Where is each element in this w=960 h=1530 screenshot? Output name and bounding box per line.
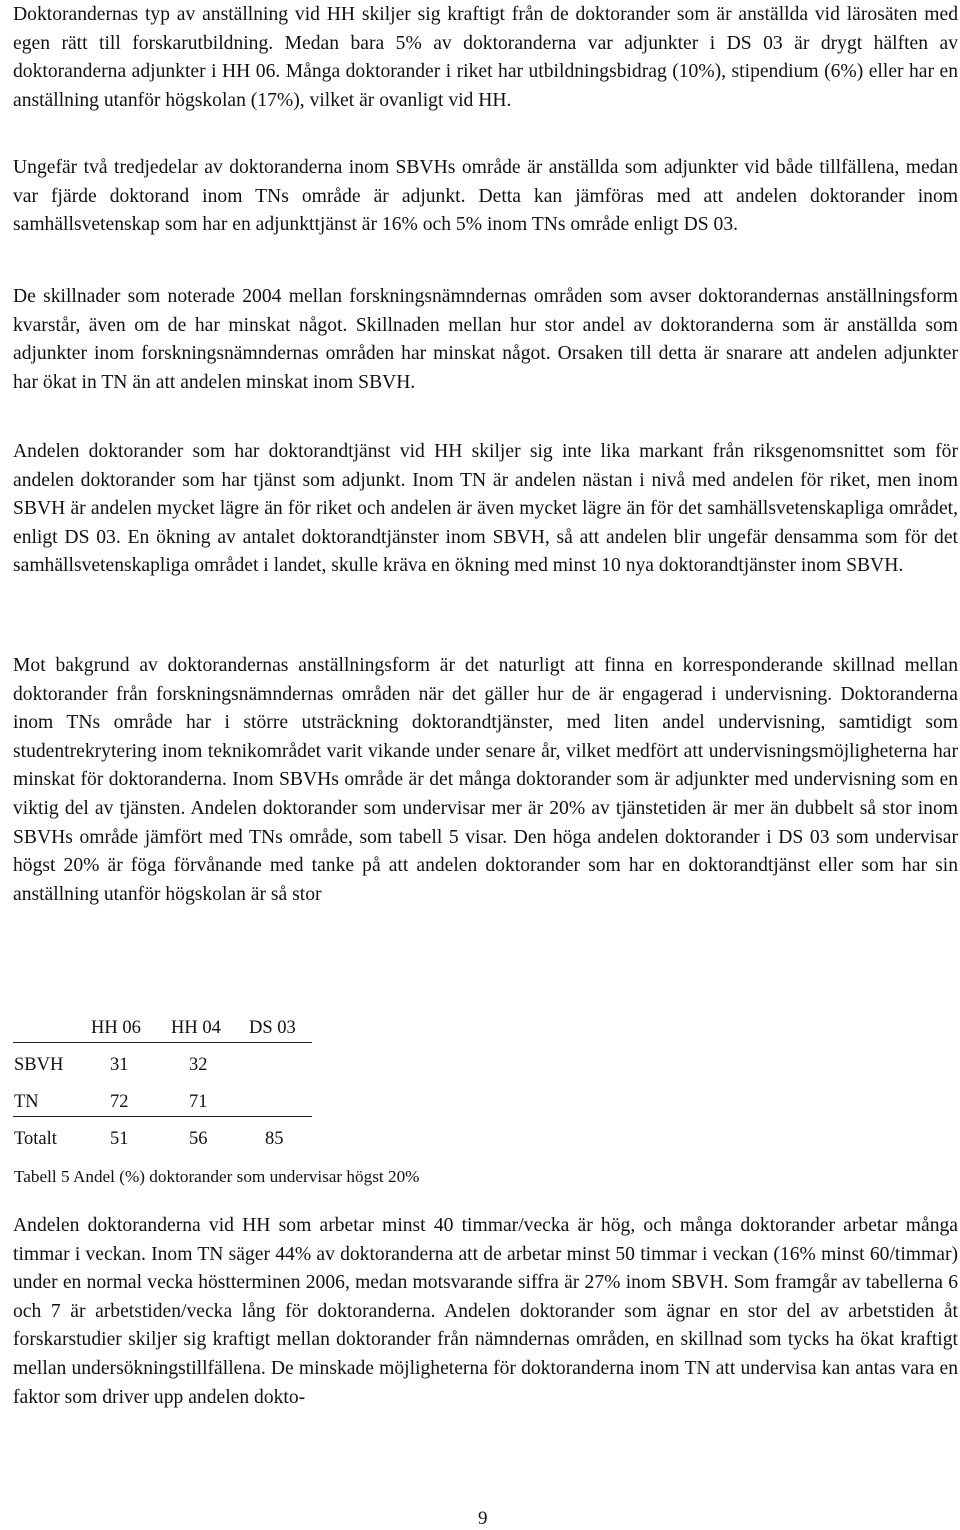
paragraph-arbetstid: Andelen doktoranderna vid HH som arbetar minst 40 timmar/vecka är hög, och många doktorander arbetar många timmar i veckan. Inom TN säger 44% av doktoranderna att de arbetar minst 50 timmar i veckan (16% minst 60/timmar) under en normal vecka höstterminen 2006, medan motsvarande siffra är 27% inom SBVH. Som framgår av tabellerna 6 och 7 är arbetstiden/vecka lång för doktoranderna. Andelen doktorander som ägnar en stor del av arbetstiden åt forskarstudier skiljer sig kraftigt mellan doktorander från nämndernas områden, en skillnad som tycks ha ökat kraftigt mellan undersökningstillfällena. De minskade möjligheterna för doktoranderna inom TN att undervisa kan antas vara en faktor som driver upp andelen dokto- bbox=[13, 1215, 958, 1408]
table-row-label: Totalt bbox=[14, 1129, 57, 1149]
paragraph-undervisning: Mot bakgrund av doktorandernas anställningsform är det naturligt att finna en korresponderande skillnad mellan doktorander från forskningsnämndernas områden när det gäller hur de är engagerad i undervisning. Doktoranderna inom TNs område har i större utsträckning doktorandtjänster, med liten andel undervisning, samtidigt som studentrekrytering inom teknikområdet varit vikande under senare år, vilket medfört att undervisningsmöjligheterna har minskat för doktoranderna. Inom SBVHs område är det många doktorander som är adjunkter med undervisning som en viktig del av tjänsten. Andelen doktorander som undervisar mer är 20% av tjänstetiden är mer än dubbelt så stor inom SBVHs område jämfört med TNs område, som tabell 5 visar. Den höga andelen doktorander i DS 03 som undervisar högst 20% är föga förvånande med tanke på att andelen doktorander som har en doktorandtjänst eller som har sin anställning utanför högskolan är så stor bbox=[13, 655, 958, 905]
table-row-label: TN bbox=[14, 1092, 39, 1112]
paragraph-differences-2004: De skillnader som noterade 2004 mellan forskningsnämndernas områden som avser doktorandernas anställningsform kvarstår, även om de har minskat något. Skillnaden mellan hur stor andel av doktoranderna som är anställda som adjunkter inom forskningsnämndernas områden har minskat något. Orsaken till detta är snarare att andelen adjunkter har ökat in TN än att andelen minskat inom SBVH. bbox=[13, 286, 958, 393]
page-number: 9 bbox=[478, 1508, 488, 1529]
table-top-rule bbox=[13, 1042, 312, 1043]
table-cell: 31 bbox=[110, 1055, 129, 1075]
table-mid-rule bbox=[13, 1116, 312, 1117]
table-row-label: SBVH bbox=[14, 1055, 64, 1075]
paragraph-doktorandtjanst: Andelen doktorander som har doktorandtjänst vid HH skiljer sig inte lika markant från riksgenomsnittet som för andelen doktorander som har tjänst som adjunkt. Inom TN är andelen nästan i nivå med andelen för riket, men inom SBVH är andelen mycket lägre än för riket och andelen är även mycket lägre än för det samhällsvetenskapliga området, enligt DS 03. En ökning av antalet doktorandtjänster inom SBVH, så att andelen blir ungefär densamma som för det samhällsvetenskapliga området i landet, skulle kräva en ökning med minst 10 nya doktorandtjänster inom SBVH. bbox=[13, 441, 958, 577]
table-cell: 51 bbox=[110, 1129, 129, 1149]
table-header-hh04: HH 04 bbox=[171, 1018, 221, 1038]
table-cell: 72 bbox=[110, 1092, 129, 1112]
table-cell: 56 bbox=[189, 1129, 208, 1149]
table-cell: 85 bbox=[265, 1129, 284, 1149]
table-header-hh06: HH 06 bbox=[91, 1018, 141, 1038]
table-header-ds03: DS 03 bbox=[249, 1018, 296, 1038]
paragraph-employment-type: Doktorandernas typ av anställning vid HH skiljer sig kraftigt från de doktorander som är anställda vid lärosäten med egen rätt till forskarutbildning. Medan bara 5% av doktoranderna var adjunkter i DS 03 är drygt hälften av doktoranderna adjunkter i HH 06. Många doktorander i riket har utbildningsbidrag (10%), stipendium (6%) eller har en anställning utanför högskolan (17%), vilket är ovanligt vid HH. bbox=[13, 4, 958, 111]
table-cell: 32 bbox=[189, 1055, 208, 1075]
table-cell: 71 bbox=[189, 1092, 208, 1112]
table-caption: Tabell 5 Andel (%) doktorander som undervisar högst 20% bbox=[14, 1167, 420, 1186]
paragraph-sbvh-adjunkt: Ungefär två tredjedelar av doktoranderna inom SBVHs område är anställda som adjunkter vid både tillfällena, medan var fjärde doktorand inom TNs område är adjunkt. Detta kan jämföras med att andelen doktorander inom samhällsvetenskap som har en adjunkttjänst är 16% och 5% inom TNs område enligt DS 03. bbox=[13, 157, 958, 236]
